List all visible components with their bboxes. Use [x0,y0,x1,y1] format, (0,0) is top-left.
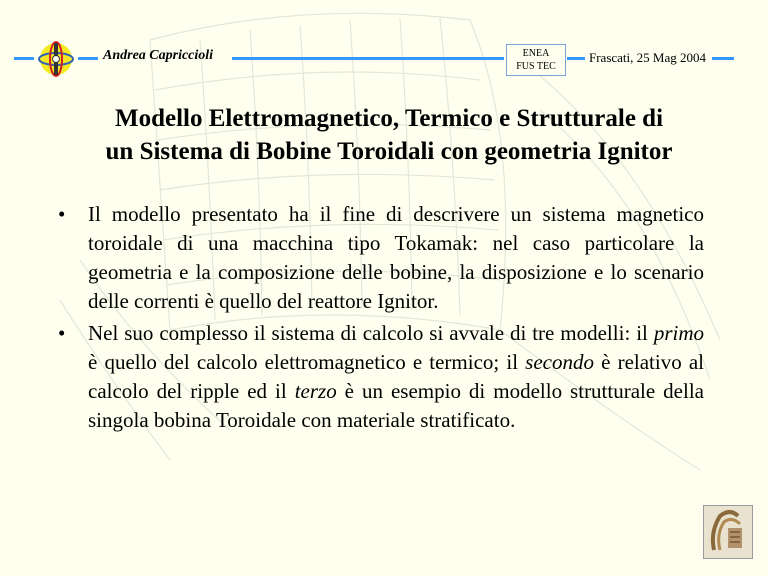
bullet-list [56,200,704,438]
institution-line2: FUS TEC [516,61,556,72]
bullet2-em-primo: primo [653,321,704,345]
ignitor-model-thumbnail[interactable] [703,505,753,559]
header-rule-enea-date [567,57,585,60]
header-rule-logo-author [78,57,98,60]
bullet-text-2 [88,321,704,432]
bullet2-em-terzo: terzo [294,379,337,403]
presentation-date: Frascati, 25 Mag 2004 [589,50,706,65]
bullet-item-2 [56,319,704,435]
institution-line1: ENEA [522,48,550,59]
bullet-dot: • [58,202,66,226]
slide-title [40,102,738,168]
header-rule-author-enea [232,57,504,60]
institution-box [506,44,566,76]
enea-logo-icon [36,40,76,78]
header-rule-right [712,57,734,60]
bullet-dot: • [58,321,66,345]
slide-title-line1: Modello Elettromagnetico, Termico e Strutturale di [114,105,664,132]
author-name: Andrea Capriccioli [103,48,214,63]
slide-title-line2: un Sistema di Bobine Toroidali con geometria Ignitor [105,138,673,165]
bullet2-part3: è relativo al calcolo del ripple ed il [88,350,704,403]
header-rule-left [14,57,34,60]
bullet2-part2: è quello del calcolo elettromagnetico e termico; il [88,350,526,374]
bullet2-em-secondo: secondo [525,350,594,374]
bullet2-part1: Nel suo complesso il sistema di calcolo si avvale di tre modelli: il [88,321,654,345]
bullet-text-1: Il modello presentato ha il fine di descrivere un sistema magnetico toroidale di una macchina tipo Tokamak: nel caso particolare la geometria e la composizione delle bobine, la disposizione e lo scenario delle correnti è quello del reattore Ignitor. [88,202,704,313]
bullet2-part4: è un esempio di modello strutturale della singola bobina Toroidale con materiale stratificato. [88,379,704,432]
bullet-item-1 [56,200,704,316]
